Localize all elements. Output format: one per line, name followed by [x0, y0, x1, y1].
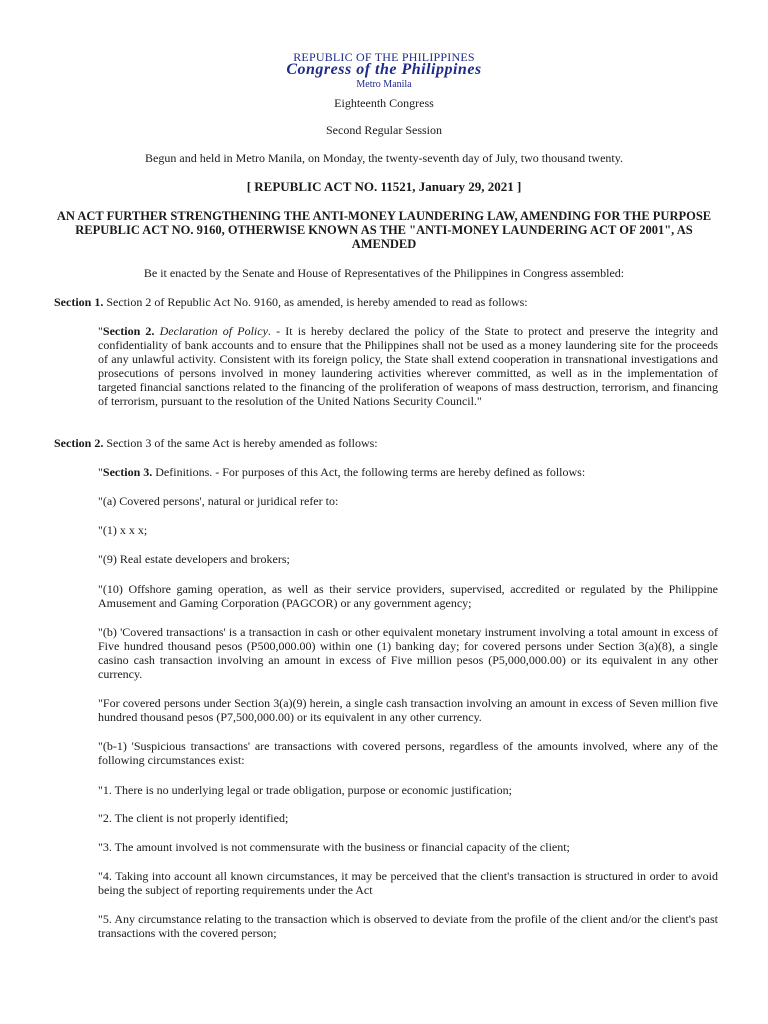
section-1-sub-label: Section 2.: [102, 324, 155, 338]
clause-b1: "(b-1) 'Suspicious transactions' are transactions with covered persons, regardless of the amounts involved, where any of the following circumstances exist:: [98, 739, 718, 767]
section-1-sub-title: Declaration of Policy: [159, 324, 268, 338]
clause-10: "(10) Offshore gaming operation, as well as their service providers, supervised, accredited or regulated by the Philippine Amusement and Gaming Corporation (PAGCOR) or any government agency;: [98, 582, 718, 610]
section-1-label: Section 1.: [54, 295, 104, 309]
section-2-label: Section 2.: [54, 436, 104, 450]
enacting-clause: Be it enacted by the Senate and House of Representatives of the Philippines in Congress assembled:: [143, 266, 625, 280]
section-2-body: "Section 3. Definitions. - For purposes of this Act, the following terms are hereby defined as follows:: [98, 465, 586, 479]
circumstance-2: "2. The client is not properly identified;: [98, 811, 289, 825]
header-republic: REPUBLIC OF THE PHILIPPINES: [293, 50, 475, 64]
circumstance-5: "5. Any circumstance relating to the transaction which is observed to deviate from the profile of the client and/or the client's past transactions with the covered person;: [98, 912, 718, 940]
clause-b: "(b) 'Covered transactions' is a transaction in cash or other equivalent monetary instrument involving a total amount in excess of Five hundred thousand pesos (P500,000.00) within one (1) banking day; for covered persons under Section 3(a)(8), a single casino cash transaction involving an amount in excess of Five million pesos (P5,000,000.00) or its equivalent in any other currency.: [98, 625, 718, 681]
session-name: Second Regular Session: [326, 123, 442, 137]
section-1-intro: Section 1. Section 2 of Republic Act No. 9160, as amended, is hereby amended to read as follows:: [54, 295, 528, 309]
section-2-intro: Section 2. Section 3 of the same Act is hereby amended as follows:: [54, 436, 378, 450]
act-number: [ REPUBLIC ACT NO. 11521, January 29, 2021 ]: [246, 179, 522, 194]
section-2-sub-label: Section 3.: [102, 465, 153, 479]
circumstance-3: "3. The amount involved is not commensurate with the business or financial capacity of the client;: [98, 840, 570, 854]
act-title: AN ACT FURTHER STRENGTHENING THE ANTI-MONEY LAUNDERING LAW, AMENDING FOR THE PURPOSE REPUBLIC ACT NO. 9160, OTHERWISE KNOWN AS THE "ANTI-MONEY LAUNDERING ACT OF 2001", AS AMENDED: [56, 209, 712, 251]
clause-9: "(9) Real estate developers and brokers;: [98, 552, 290, 566]
header-congress: Congress of the Philippines: [286, 61, 482, 78]
clause-a: "(a) Covered persons', natural or juridical refer to:: [98, 494, 339, 508]
header-location: Metro Manila: [356, 79, 412, 90]
circumstance-4: "4. Taking into account all known circumstances, it may be perceived that the client's transaction is structured in order to avoid being the subject of reporting requirements under the Act: [98, 869, 718, 897]
begun-statement: Begun and held in Metro Manila, on Monday, the twenty-seventh day of July, two thousand twenty.: [145, 151, 623, 165]
circumstance-1: "1. There is no underlying legal or trade obligation, purpose or economic justification;: [98, 783, 512, 797]
congress-number: Eighteenth Congress: [334, 96, 434, 110]
clause-1: "(1) x x x;: [98, 523, 148, 537]
section-1-body: "Section 2. Declaration of Policy. - It is hereby declared the policy of the State to protect and preserve the integrity and confidentiality of bank accounts and to ensure that the Philippines shall not be used as a money laundering site for the proceeds of any unlawful activity. Consistent with its foreign policy, the State shall extend cooperation in transnational investigations and prosecutions of persons involved in money laundering activities wherever committed, as well as in the implementation of targeted financial sanctions related to the financing of the proliferation of weapons of mass destruction, terrorism, and financing of terrorism, pursuant to the resolution of the United Nations Security Council.": [98, 324, 718, 408]
clause-b-nine: "For covered persons under Section 3(a)(9) herein, a single cash transaction involving an amount in excess of Seven million five hundred thousand pesos (P7,500,000.00) or its equivalent in any other currency.: [98, 696, 718, 724]
